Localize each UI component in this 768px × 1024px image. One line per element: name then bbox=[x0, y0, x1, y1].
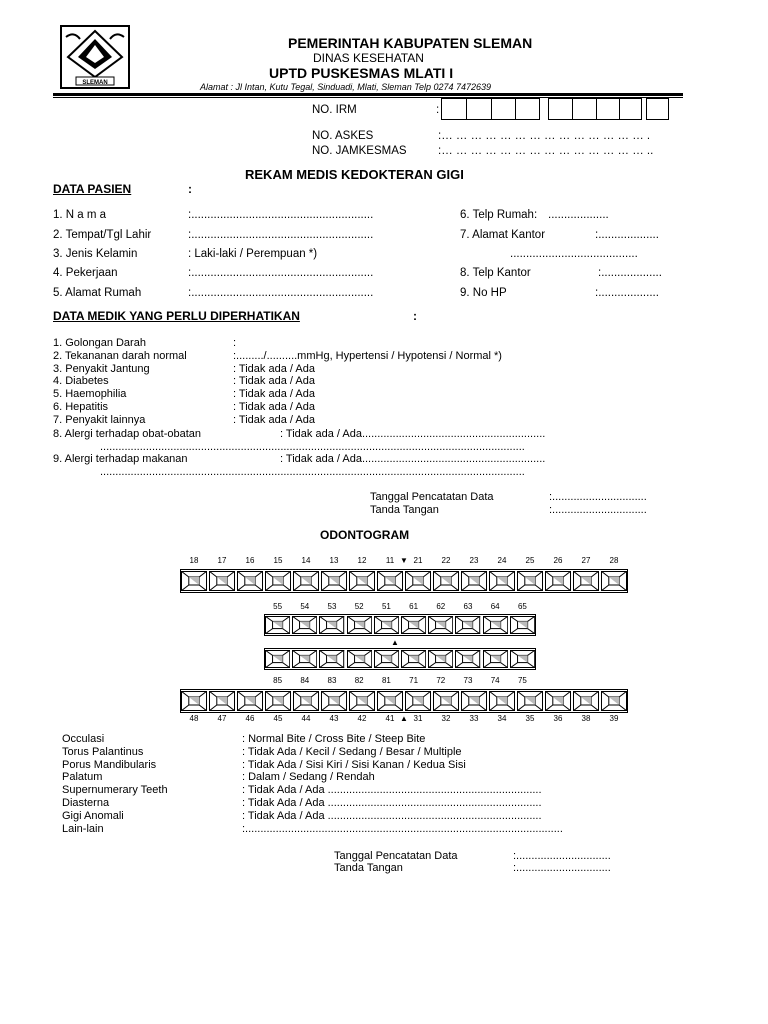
tooth-number: 72 bbox=[436, 676, 446, 685]
tooth-number: 33 bbox=[469, 714, 479, 723]
medical-item-label: 1. Golongan Darah bbox=[53, 337, 146, 349]
exam-item-value[interactable]: : Tidak Ada / Sisi Kiri / Sisi Kanan / Kedua Sisi bbox=[242, 758, 466, 771]
tooth-chart[interactable] bbox=[209, 571, 235, 591]
tooth-number: 45 bbox=[273, 714, 283, 723]
exam-item-value[interactable]: : Tidak Ada / Ada ...................................................................... bbox=[242, 784, 542, 797]
medical-sign-label: Tanda Tangan bbox=[370, 504, 439, 516]
tooth-chart[interactable] bbox=[321, 691, 347, 711]
tooth-number: 12 bbox=[357, 556, 367, 565]
patient-field-value[interactable]: :......................................................... bbox=[188, 209, 374, 221]
tooth-chart[interactable] bbox=[405, 571, 431, 591]
tooth-number: 15 bbox=[273, 556, 283, 565]
exam-item-label: Palatum bbox=[62, 771, 103, 784]
patient-field-value[interactable]: ................... bbox=[548, 209, 609, 221]
jamkesmas-label: NO. JAMKESMAS bbox=[312, 145, 407, 157]
exam-item-value[interactable]: :........................................................................................................ bbox=[242, 822, 563, 835]
tooth-number: 62 bbox=[436, 602, 446, 611]
patient-field-value[interactable]: : Laki-laki / Perempuan *) bbox=[188, 248, 318, 260]
tooth-number: 36 bbox=[553, 714, 563, 723]
medical-item-value[interactable]: : Tidak ada / Ada bbox=[233, 388, 315, 401]
tooth-number: 73 bbox=[463, 676, 473, 685]
allergy-drug-line[interactable]: ........................................................................................................................................... bbox=[100, 441, 525, 453]
tooth-number: 46 bbox=[245, 714, 255, 723]
unit-title: UPTD PUSKESMAS MLATI I bbox=[269, 65, 454, 81]
tooth-chart[interactable] bbox=[374, 616, 399, 634]
tooth-chart[interactable] bbox=[461, 691, 487, 711]
medical-item-value[interactable]: : Tidak ada / Ada bbox=[233, 362, 315, 375]
tooth-number: 81 bbox=[381, 676, 391, 685]
sleman-logo bbox=[60, 25, 130, 89]
medical-item-label: 3. Penyakit Jantung bbox=[53, 362, 150, 375]
tooth-chart[interactable] bbox=[517, 571, 543, 591]
tooth-number: 83 bbox=[327, 676, 337, 685]
tooth-chart[interactable] bbox=[483, 650, 508, 668]
tooth-chart[interactable] bbox=[405, 691, 431, 711]
tooth-chart[interactable] bbox=[237, 691, 263, 711]
tooth-chart[interactable] bbox=[510, 650, 535, 668]
patient-field-value[interactable]: :................... bbox=[598, 267, 662, 279]
tooth-number: 63 bbox=[463, 602, 473, 611]
tooth-number: 22 bbox=[441, 556, 451, 565]
patient-field-label: 9. No HP bbox=[460, 287, 507, 299]
tooth-number: 18 bbox=[189, 556, 199, 565]
tooth-chart[interactable] bbox=[573, 691, 599, 711]
medical-item-label: 4. Diabetes bbox=[53, 375, 109, 388]
exam-item-label: Porus Mandibularis bbox=[62, 758, 157, 771]
patient-field-label: 1. N a m a bbox=[53, 209, 107, 221]
tooth-chart[interactable] bbox=[265, 616, 290, 634]
tooth-chart[interactable] bbox=[293, 691, 319, 711]
exam-item-label: Supernumerary Teeth bbox=[62, 784, 168, 797]
patient-field-value[interactable]: :................... bbox=[595, 229, 659, 241]
allergy-food-line[interactable]: ........................................................................................................................................... bbox=[100, 466, 525, 478]
medical-date-field[interactable]: :............................... bbox=[549, 491, 647, 503]
medical-sign-field[interactable]: :............................... bbox=[549, 504, 647, 516]
tooth-number: 43 bbox=[329, 714, 339, 723]
tooth-number: 71 bbox=[409, 676, 419, 685]
allergy-drug-label: 8. Alergi terhadap obat-obatan bbox=[53, 428, 202, 440]
tooth-number: 21 bbox=[413, 556, 423, 565]
tooth-chart[interactable] bbox=[489, 571, 515, 591]
tooth-number: 85 bbox=[273, 676, 283, 685]
medical-item-label: 2. Tekananan darah normal bbox=[53, 349, 187, 362]
odontogram-title: ODONTOGRAM bbox=[320, 528, 410, 542]
irm-label: NO. IRM bbox=[312, 104, 357, 116]
tooth-chart[interactable] bbox=[265, 691, 291, 711]
tooth-chart[interactable] bbox=[209, 691, 235, 711]
tooth-chart[interactable] bbox=[349, 571, 375, 591]
medical-item-value[interactable]: :........./..........mmHg, Hypertensi / Hypotensi / Normal *) bbox=[233, 349, 502, 362]
svg-text:SLEMAN: SLEMAN bbox=[82, 80, 108, 86]
tooth-number: 52 bbox=[354, 602, 364, 611]
allergy-food-label: 9. Alergi terhadap makanan bbox=[53, 453, 188, 465]
medical-item-value[interactable]: : bbox=[233, 337, 237, 349]
tooth-number: 17 bbox=[217, 556, 227, 565]
tooth-number: 23 bbox=[469, 556, 479, 565]
tooth-number: 61 bbox=[409, 602, 419, 611]
tooth-chart[interactable] bbox=[455, 650, 480, 668]
patient-field-label: 3. Jenis Kelamin bbox=[53, 248, 138, 260]
exam-item-value[interactable]: : Tidak Ada / Kecil / Sedang / Besar / Multiple bbox=[242, 745, 462, 758]
tooth-number: 27 bbox=[581, 556, 591, 565]
patient-field-value[interactable]: :................... bbox=[595, 287, 659, 299]
tooth-number: 51 bbox=[381, 602, 391, 611]
patient-section-title: DATA PASIEN bbox=[53, 182, 132, 196]
tooth-chart[interactable] bbox=[377, 691, 403, 711]
tooth-number: 25 bbox=[525, 556, 535, 565]
tooth-chart[interactable] bbox=[545, 691, 571, 711]
midline-arrow-up-icon: ▲ bbox=[400, 714, 408, 723]
exam-item-value[interactable]: : Dalam / Sedang / Rendah bbox=[242, 771, 375, 784]
tooth-chart[interactable] bbox=[265, 571, 291, 591]
tooth-number: 44 bbox=[301, 714, 311, 723]
patient-field-value[interactable]: :......................................................... bbox=[188, 267, 374, 279]
medical-item-label: 6. Hepatitis bbox=[53, 401, 109, 413]
tooth-number: 13 bbox=[329, 556, 339, 565]
exam-item-label: Diasterna bbox=[62, 797, 110, 809]
allergy-food-field[interactable]: : Tidak ada / Ada............................................................ bbox=[280, 453, 546, 465]
tooth-number: 42 bbox=[357, 714, 367, 723]
tooth-number: 39 bbox=[609, 714, 619, 723]
exam-item-value[interactable]: : Tidak Ada / Ada ...................................................................... bbox=[242, 809, 542, 822]
medical-item-value[interactable]: : Tidak ada / Ada bbox=[233, 413, 315, 426]
patient-field-label: 6. Telp Rumah: bbox=[460, 209, 538, 221]
tooth-number: 28 bbox=[609, 556, 619, 565]
tooth-number: 26 bbox=[553, 556, 563, 565]
crest-icon bbox=[62, 27, 128, 87]
tooth-chart[interactable] bbox=[265, 650, 290, 668]
medical-item-value[interactable]: : Tidak ada / Ada bbox=[233, 401, 315, 413]
tooth-chart[interactable] bbox=[401, 650, 426, 668]
tooth-chart[interactable] bbox=[181, 571, 207, 591]
tooth-chart[interactable] bbox=[293, 571, 319, 591]
patient-field-value[interactable]: :......................................................... bbox=[188, 287, 374, 299]
tooth-number: 64 bbox=[490, 602, 500, 611]
tooth-number: 32 bbox=[441, 714, 451, 723]
tooth-number: 82 bbox=[354, 676, 364, 685]
form-title: REKAM MEDIS KEDOKTERAN GIGI bbox=[245, 167, 464, 182]
tooth-chart[interactable] bbox=[510, 616, 535, 634]
government-title: PEMERINTAH KABUPATEN SLEMAN bbox=[288, 35, 533, 51]
exam-item-value[interactable]: : Tidak Ada / Ada ...................................................................... bbox=[242, 797, 542, 809]
patient-field-label: 7. Alamat Kantor bbox=[460, 229, 546, 241]
tooth-chart[interactable] bbox=[321, 571, 347, 591]
tooth-number: 38 bbox=[581, 714, 591, 723]
tooth-chart[interactable] bbox=[347, 616, 372, 634]
medical-section-colon: : bbox=[413, 309, 417, 323]
tooth-chart[interactable] bbox=[292, 616, 317, 634]
tooth-chart[interactable] bbox=[347, 650, 372, 668]
tooth-number: 41 bbox=[385, 714, 395, 723]
exam-date-label: Tanggal Pencatatan Data bbox=[334, 850, 458, 862]
tooth-chart[interactable] bbox=[483, 616, 508, 634]
patient-field-label: 8. Telp Kantor bbox=[460, 267, 531, 279]
allergy-drug-field[interactable]: : Tidak ada / Ada............................................................ bbox=[280, 428, 546, 440]
medical-item-value[interactable]: : Tidak ada / Ada bbox=[233, 375, 315, 388]
askes-field[interactable]: :… … … … … … … … … … … … … … . bbox=[438, 130, 651, 142]
patient-field-label: 5. Alamat Rumah bbox=[53, 287, 142, 299]
jamkesmas-field[interactable]: :… … … … … … … … … … … … … … .. bbox=[438, 145, 654, 157]
tooth-number: 11 bbox=[385, 556, 395, 565]
medical-date-label: Tanggal Pencatatan Data bbox=[370, 491, 494, 503]
tooth-chart[interactable] bbox=[428, 616, 453, 634]
tooth-chart[interactable] bbox=[433, 571, 459, 591]
department-title: DINAS KESEHATAN bbox=[313, 51, 424, 65]
tooth-chart[interactable] bbox=[374, 650, 399, 668]
tooth-number: 53 bbox=[327, 602, 337, 611]
tooth-chart[interactable] bbox=[428, 650, 453, 668]
tooth-number: 34 bbox=[497, 714, 507, 723]
exam-item-label: Occulasi bbox=[62, 733, 105, 745]
irm-box-group-2[interactable] bbox=[548, 98, 642, 120]
patient-field-label: 4. Pekerjaan bbox=[53, 267, 118, 279]
tooth-number: 35 bbox=[525, 714, 535, 723]
tooth-chart[interactable] bbox=[433, 691, 459, 711]
patient-field-value[interactable]: ........................................ bbox=[510, 248, 638, 260]
tooth-chart[interactable] bbox=[319, 650, 344, 668]
tooth-chart[interactable] bbox=[319, 616, 344, 634]
tooth-chart[interactable] bbox=[517, 691, 543, 711]
exam-item-label: Gigi Anomali bbox=[62, 809, 124, 822]
tooth-number: 47 bbox=[217, 714, 227, 723]
tooth-number: 54 bbox=[300, 602, 310, 611]
medical-section-title: DATA MEDIK YANG PERLU DIPERHATIKAN bbox=[53, 309, 300, 323]
tooth-number: 75 bbox=[517, 676, 527, 685]
tooth-number: 74 bbox=[490, 676, 500, 685]
patient-field-value[interactable]: :......................................................... bbox=[188, 229, 374, 241]
tooth-chart[interactable] bbox=[489, 691, 515, 711]
tooth-number: 84 bbox=[300, 676, 310, 685]
tooth-chart[interactable] bbox=[401, 616, 426, 634]
address-line: Alamat : Jl Intan, Kutu Tegal, Sinduadi, Mlati, Sleman Telp 0274 7472639 bbox=[200, 82, 492, 92]
irm-box-group-1[interactable] bbox=[441, 98, 540, 120]
medical-item-label: 7. Penyakit lainnya bbox=[53, 413, 146, 426]
medical-item-label: 5. Haemophilia bbox=[53, 388, 127, 401]
patient-field-label: 2. Tempat/Tgl Lahir bbox=[53, 229, 152, 241]
header-rule bbox=[53, 93, 683, 96]
exam-item-label: Lain-lain bbox=[62, 822, 104, 835]
tooth-chart[interactable] bbox=[181, 691, 207, 711]
tooth-chart[interactable] bbox=[292, 650, 317, 668]
midline-arrow-down-icon: ▼ bbox=[400, 556, 408, 565]
patient-section-colon: : bbox=[188, 182, 192, 196]
midline-arrow-up-icon: ▲ bbox=[391, 638, 399, 647]
irm-box-group-3[interactable] bbox=[646, 98, 669, 120]
tooth-chart[interactable] bbox=[573, 571, 599, 591]
tooth-chart[interactable] bbox=[461, 571, 487, 591]
tooth-number: 48 bbox=[189, 714, 199, 723]
tooth-number: 65 bbox=[517, 602, 527, 611]
tooth-chart[interactable] bbox=[377, 571, 403, 591]
askes-label: NO. ASKES bbox=[312, 130, 374, 142]
tooth-number: 31 bbox=[413, 714, 423, 723]
exam-item-value[interactable]: : Normal Bite / Cross Bite / Steep Bite bbox=[242, 733, 426, 745]
exam-item-label: Torus Palantinus bbox=[62, 745, 144, 758]
tooth-number: 55 bbox=[273, 602, 283, 611]
exam-sign-field[interactable]: :............................... bbox=[513, 862, 611, 874]
tooth-chart[interactable] bbox=[349, 691, 375, 711]
tooth-chart[interactable] bbox=[455, 616, 480, 634]
tooth-chart[interactable] bbox=[545, 571, 571, 591]
exam-sign-label: Tanda Tangan bbox=[334, 862, 403, 874]
irm-colon: : bbox=[436, 104, 440, 116]
exam-date-field[interactable]: :............................... bbox=[513, 850, 611, 862]
tooth-chart[interactable] bbox=[601, 571, 627, 591]
tooth-number: 24 bbox=[497, 556, 507, 565]
tooth-chart[interactable] bbox=[601, 691, 627, 711]
tooth-number: 16 bbox=[245, 556, 255, 565]
tooth-number: 14 bbox=[301, 556, 311, 565]
tooth-chart[interactable] bbox=[237, 571, 263, 591]
